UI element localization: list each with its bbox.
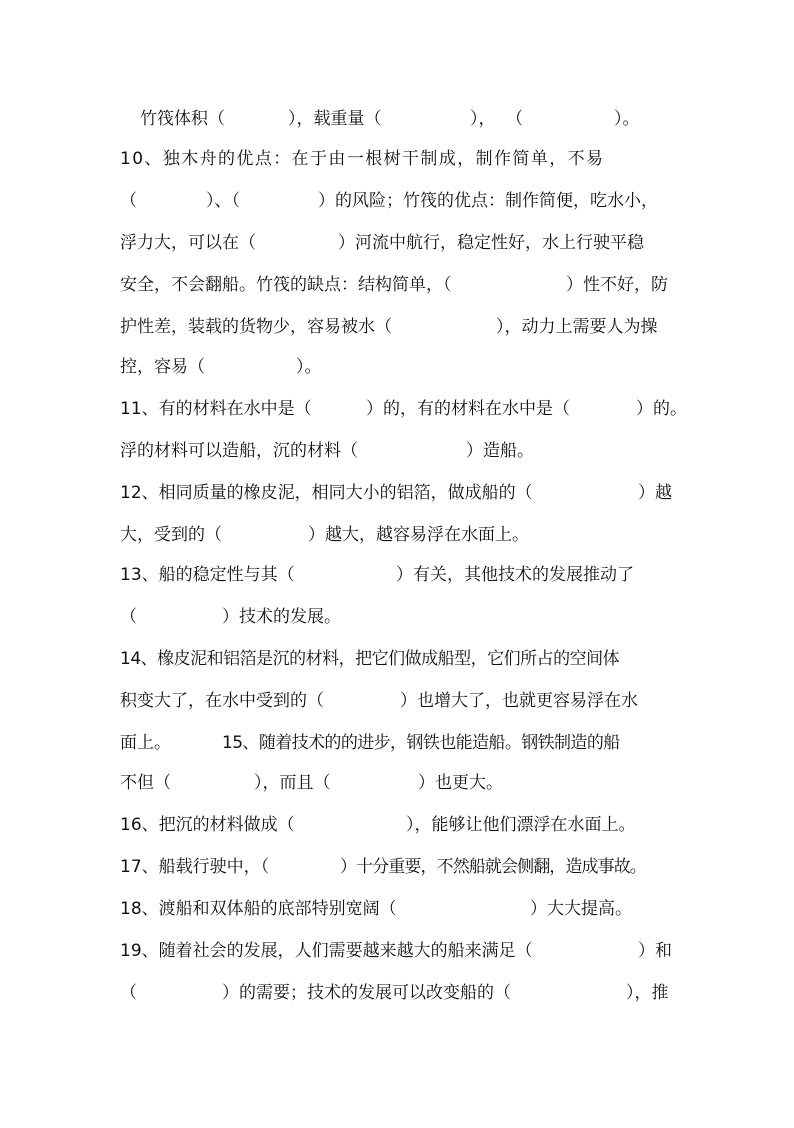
text-line [0,144,794,174]
text-segment: ）也增大了，也就更容易浮在水 [400,691,638,711]
text-line [0,520,794,550]
text-segment: ）的，有的材料在水中是（ [366,399,570,419]
text-segment: ）河流中航行，稳定性好，水上行驶平稳 [338,233,644,253]
text-line [0,186,794,216]
text-segment: （ [506,109,523,129]
text-segment: 16、把沉的材料做成（ [120,815,295,835]
text-segment: ）越大，越容易浮在水面上。 [308,525,529,545]
text-segment: ），能够让他们漂浮在水面上。 [406,815,636,835]
text-line [0,478,794,508]
text-segment: ）的风险；竹筏的优点：制作简便，吃水小， [318,191,658,211]
text-line [0,436,794,466]
text-segment: 18、渡船和双体船的底部特别宽阔（ [120,899,397,919]
text-line [0,394,794,424]
text-line [0,312,794,342]
text-segment: 竹筏体积（ [140,109,225,129]
text-line [0,104,794,134]
text-line [0,686,794,716]
text-line [0,228,794,258]
text-line [0,852,794,882]
text-segment: （ [120,191,137,211]
text-segment: 12、相同质量的橡皮泥，相同大小的铝箔，做成船的（ [120,483,533,503]
text-segment: ），载重量（ [288,109,382,129]
text-line [0,894,794,924]
text-segment: 14、橡皮泥和铝箔是沉的材料，把它们做成船型，它们所占的空间体 [120,649,620,669]
text-line [0,602,794,632]
text-segment: 15、随着技术的的进步，钢铁也能造船。钢铁制造的船 [222,733,620,753]
text-line [0,728,794,758]
text-segment: 17、船载行驶中，（ [120,857,270,877]
text-line [0,768,794,798]
text-line [0,936,794,966]
text-line [0,810,794,840]
text-segment: 面上。 [120,733,171,753]
text-segment: 大，受到的（ [120,525,222,545]
text-segment: ）， [470,109,496,129]
text-segment: ）的需要；技术的发展可以改变船的（ [222,983,511,1003]
text-line [0,644,794,674]
text-segment: （ [120,607,137,627]
text-segment: ）大大提高。 [530,899,632,919]
text-segment: 安全，不会翻船。竹筏的缺点：结构简单，（ [120,275,452,295]
text-segment: 积变大了，在水中受到的（ [120,691,324,711]
text-segment: ）。 [614,109,640,129]
text-segment: ）和 [638,941,672,961]
text-segment: ），而且（ [254,773,331,793]
text-segment: ）有关，其他技术的发展推动了 [396,565,634,585]
text-segment: 不但（ [120,773,171,793]
text-line [0,270,794,300]
text-segment: 浮的材料可以造船，沉的材料（ [120,441,358,461]
text-segment: 10、独木舟的优点：在于由一根树干制成，制作简单，不易 [120,149,605,169]
text-segment: ）的。 [636,399,687,419]
text-segment: ）技术的发展。 [222,607,341,627]
text-segment: ），推 [626,983,669,1003]
text-segment: ）。 [296,357,322,377]
text-segment: 控，容易（ [120,357,205,377]
text-segment: ）越 [638,483,672,503]
text-segment: 护性差，装载的货物少，容易被水（ [120,317,392,337]
text-segment: ），动力上需要人为操 [496,317,658,337]
text-segment: ）也更大。 [418,773,503,793]
text-line [0,352,794,382]
text-line [0,560,794,590]
text-line [0,978,794,1008]
text-segment: 13、船的稳定性与其（ [120,565,295,585]
text-segment: ）十分重要，不然船就会侧翻，造成事故。 [340,857,646,877]
text-segment: 19、随着社会的发展，人们需要越来越大的船来满足（ [120,941,533,961]
text-segment: ）、（ [206,191,240,211]
text-segment: （ [120,983,137,1003]
text-segment: ）造船。 [466,441,534,461]
text-segment: 11、有的材料在水中是（ [120,399,312,419]
text-segment: 浮力大，可以在（ [120,233,256,253]
text-segment: ）性不好，防 [566,275,668,295]
